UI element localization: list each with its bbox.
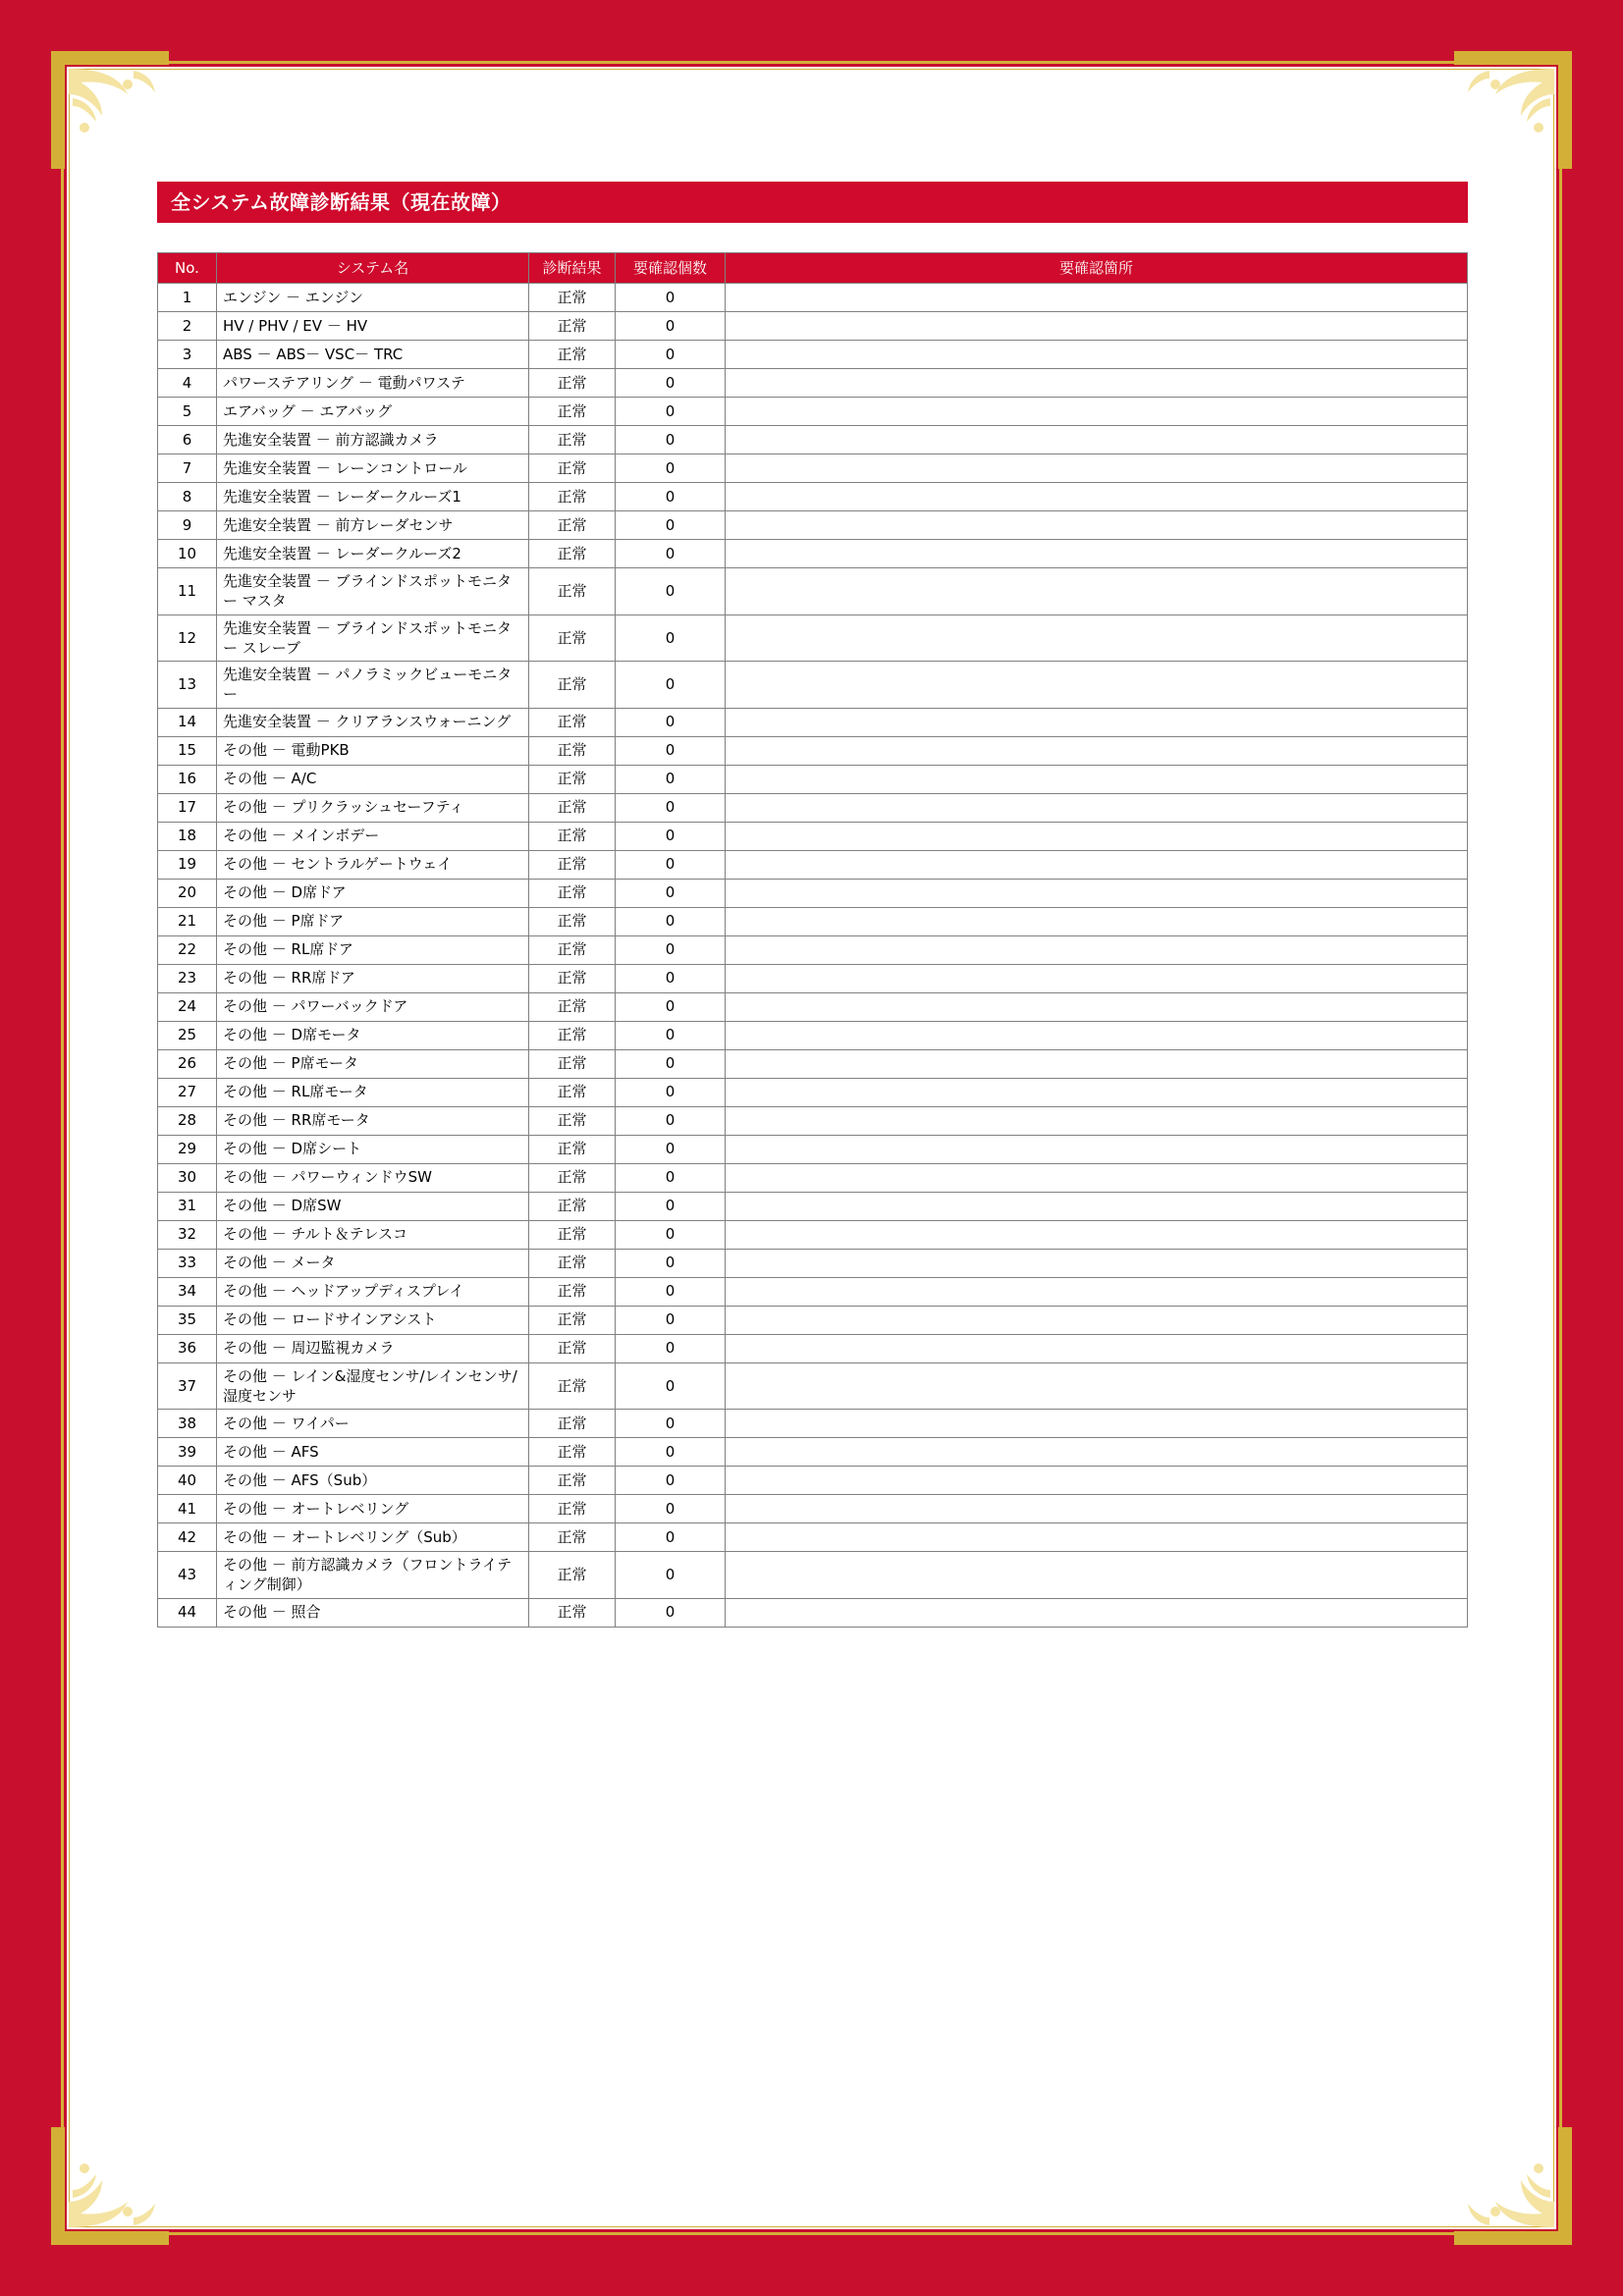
cell-detail	[726, 398, 1468, 426]
cell-no: 8	[158, 483, 217, 511]
cell-no: 33	[158, 1249, 217, 1277]
table-row	[158, 1523, 1468, 1552]
table-row	[158, 1495, 1468, 1523]
cell-no: 6	[158, 426, 217, 454]
cell-result: 正常	[529, 850, 616, 879]
cell-result: 正常	[529, 879, 616, 907]
cell-detail	[726, 1598, 1468, 1627]
table-row	[158, 1049, 1468, 1078]
table-row	[158, 1078, 1468, 1106]
cell-system: その他 － セントラルゲートウェイ	[217, 850, 529, 879]
cell-detail	[726, 662, 1468, 709]
cell-system: エアバッグ － エアバッグ	[217, 398, 529, 426]
table-row	[158, 1021, 1468, 1049]
cell-system: その他 － プリクラッシュセーフティ	[217, 793, 529, 822]
cell-system: その他 － パワーウィンドウSW	[217, 1163, 529, 1192]
cell-system: その他 － 前方認識カメラ（フロントライティング制御）	[217, 1552, 529, 1599]
cell-system: 先進安全装置 － ブラインドスポットモニター マスタ	[217, 568, 529, 615]
cell-result: 正常	[529, 284, 616, 312]
cell-no: 25	[158, 1021, 217, 1049]
table-row	[158, 1306, 1468, 1334]
cell-result: 正常	[529, 568, 616, 615]
cell-count: 0	[616, 964, 726, 992]
cell-detail	[726, 1049, 1468, 1078]
table-row	[158, 483, 1468, 511]
cell-count: 0	[616, 1334, 726, 1362]
cell-count: 0	[616, 1021, 726, 1049]
cell-result: 正常	[529, 341, 616, 369]
cell-no: 10	[158, 540, 217, 568]
table-row	[158, 935, 1468, 964]
cell-detail	[726, 1192, 1468, 1220]
table-row	[158, 568, 1468, 615]
cell-detail	[726, 1163, 1468, 1192]
cell-count: 0	[616, 454, 726, 483]
cell-system: 先進安全装置 － レーンコントロール	[217, 454, 529, 483]
cell-count: 0	[616, 1523, 726, 1552]
table-row	[158, 454, 1468, 483]
cell-no: 7	[158, 454, 217, 483]
cell-detail	[726, 614, 1468, 662]
cell-system: その他 － パワーバックドア	[217, 992, 529, 1021]
page-title: 全システム故障診断結果（現在故障）	[157, 182, 1468, 223]
table-row	[158, 793, 1468, 822]
cell-detail	[726, 879, 1468, 907]
table-row	[158, 369, 1468, 398]
cell-result: 正常	[529, 454, 616, 483]
cell-system: 先進安全装置 － レーダークルーズ2	[217, 540, 529, 568]
cell-result: 正常	[529, 992, 616, 1021]
cell-system: パワーステアリング － 電動パワステ	[217, 369, 529, 398]
cell-no: 13	[158, 662, 217, 709]
cell-detail	[726, 1021, 1468, 1049]
cell-detail	[726, 736, 1468, 765]
cell-result: 正常	[529, 1192, 616, 1220]
cell-count: 0	[616, 483, 726, 511]
cell-system: その他 － 周辺監視カメラ	[217, 1334, 529, 1362]
cell-no: 30	[158, 1163, 217, 1192]
cell-no: 14	[158, 708, 217, 736]
cell-result: 正常	[529, 426, 616, 454]
table-row	[158, 1106, 1468, 1135]
cell-count: 0	[616, 793, 726, 822]
table-row	[158, 736, 1468, 765]
table-row	[158, 765, 1468, 793]
table-row	[158, 511, 1468, 540]
cell-result: 正常	[529, 708, 616, 736]
cell-count: 0	[616, 1249, 726, 1277]
cell-no: 34	[158, 1277, 217, 1306]
cell-count: 0	[616, 907, 726, 935]
cell-detail	[726, 312, 1468, 341]
cell-no: 17	[158, 793, 217, 822]
cell-no: 21	[158, 907, 217, 935]
cell-no: 19	[158, 850, 217, 879]
cell-detail	[726, 935, 1468, 964]
cell-result: 正常	[529, 793, 616, 822]
cell-system: その他 － A/C	[217, 765, 529, 793]
cell-system: 先進安全装置 － 前方認識カメラ	[217, 426, 529, 454]
cell-result: 正常	[529, 312, 616, 341]
table-row	[158, 614, 1468, 662]
column-header-no: No.	[158, 253, 217, 284]
cell-system: その他 － D席ドア	[217, 879, 529, 907]
cell-detail	[726, 822, 1468, 850]
cell-result: 正常	[529, 1410, 616, 1438]
cell-count: 0	[616, 1362, 726, 1410]
table-row	[158, 1334, 1468, 1362]
cell-no: 1	[158, 284, 217, 312]
cell-detail	[726, 540, 1468, 568]
cell-detail	[726, 1334, 1468, 1362]
cell-result: 正常	[529, 1334, 616, 1362]
cell-detail	[726, 1495, 1468, 1523]
cell-no: 16	[158, 765, 217, 793]
cell-detail	[726, 1135, 1468, 1163]
cell-no: 2	[158, 312, 217, 341]
cell-detail	[726, 765, 1468, 793]
table-row	[158, 1135, 1468, 1163]
diagnostic-results-table	[157, 252, 1468, 1628]
cell-no: 37	[158, 1362, 217, 1410]
table-row	[158, 1220, 1468, 1249]
cell-count: 0	[616, 850, 726, 879]
cell-result: 正常	[529, 1438, 616, 1467]
cell-detail	[726, 284, 1468, 312]
cell-result: 正常	[529, 935, 616, 964]
cell-count: 0	[616, 341, 726, 369]
cell-count: 0	[616, 1598, 726, 1627]
column-header-detail: 要確認箇所	[726, 253, 1468, 284]
cell-no: 29	[158, 1135, 217, 1163]
cell-system: その他 － D席モータ	[217, 1021, 529, 1049]
table-row	[158, 540, 1468, 568]
cell-detail	[726, 1523, 1468, 1552]
cell-no: 32	[158, 1220, 217, 1249]
cell-count: 0	[616, 1163, 726, 1192]
cell-result: 正常	[529, 1277, 616, 1306]
table-row	[158, 1277, 1468, 1306]
table-row	[158, 284, 1468, 312]
cell-system: その他 － AFS	[217, 1438, 529, 1467]
cell-no: 26	[158, 1049, 217, 1078]
cell-system: その他 － メインボデー	[217, 822, 529, 850]
cell-no: 44	[158, 1598, 217, 1627]
table-row	[158, 1552, 1468, 1599]
table-row	[158, 850, 1468, 879]
cell-no: 24	[158, 992, 217, 1021]
table-row	[158, 964, 1468, 992]
cell-result: 正常	[529, 614, 616, 662]
cell-no: 40	[158, 1467, 217, 1495]
cell-detail	[726, 341, 1468, 369]
cell-count: 0	[616, 312, 726, 341]
cell-detail	[726, 1438, 1468, 1467]
cell-system: 先進安全装置 － 前方レーダセンサ	[217, 511, 529, 540]
cell-system: 先進安全装置 － ブラインドスポットモニター スレーブ	[217, 614, 529, 662]
cell-count: 0	[616, 879, 726, 907]
cell-result: 正常	[529, 1078, 616, 1106]
cell-no: 9	[158, 511, 217, 540]
cell-detail	[726, 1306, 1468, 1334]
cell-detail	[726, 964, 1468, 992]
cell-no: 38	[158, 1410, 217, 1438]
cell-count: 0	[616, 1192, 726, 1220]
cell-no: 41	[158, 1495, 217, 1523]
cell-result: 正常	[529, 1362, 616, 1410]
cell-no: 43	[158, 1552, 217, 1599]
cell-no: 15	[158, 736, 217, 765]
cell-result: 正常	[529, 1523, 616, 1552]
cell-no: 27	[158, 1078, 217, 1106]
cell-count: 0	[616, 1552, 726, 1599]
cell-system: その他 － レイン&湿度センサ/レインセンサ/湿度センサ	[217, 1362, 529, 1410]
cell-no: 20	[158, 879, 217, 907]
cell-no: 18	[158, 822, 217, 850]
cell-system: その他 － P席ドア	[217, 907, 529, 935]
cell-detail	[726, 1249, 1468, 1277]
cell-result: 正常	[529, 1135, 616, 1163]
cell-result: 正常	[529, 1220, 616, 1249]
cell-result: 正常	[529, 907, 616, 935]
cell-detail	[726, 708, 1468, 736]
cell-result: 正常	[529, 1106, 616, 1135]
cell-no: 23	[158, 964, 217, 992]
cell-no: 31	[158, 1192, 217, 1220]
cell-system: その他 － ロードサインアシスト	[217, 1306, 529, 1334]
cell-system: その他 － オートレベリング（Sub）	[217, 1523, 529, 1552]
cell-system: その他 － RR席ドア	[217, 964, 529, 992]
cell-result: 正常	[529, 822, 616, 850]
cell-no: 36	[158, 1334, 217, 1362]
cell-count: 0	[616, 1410, 726, 1438]
report-content	[157, 182, 1468, 1628]
cell-detail	[726, 992, 1468, 1021]
cell-count: 0	[616, 540, 726, 568]
cell-count: 0	[616, 992, 726, 1021]
cell-detail	[726, 907, 1468, 935]
cell-count: 0	[616, 822, 726, 850]
cell-result: 正常	[529, 540, 616, 568]
cell-system: ABS － ABS－ VSC－ TRC	[217, 341, 529, 369]
cell-no: 42	[158, 1523, 217, 1552]
cell-result: 正常	[529, 511, 616, 540]
cell-detail	[726, 568, 1468, 615]
cell-count: 0	[616, 1495, 726, 1523]
cell-system: エンジン － エンジン	[217, 284, 529, 312]
cell-result: 正常	[529, 964, 616, 992]
table-body	[158, 284, 1468, 1628]
cell-system: 先進安全装置 － クリアランスウォーニング	[217, 708, 529, 736]
table-row	[158, 907, 1468, 935]
cell-count: 0	[616, 369, 726, 398]
cell-count: 0	[616, 662, 726, 709]
cell-count: 0	[616, 511, 726, 540]
table-row	[158, 1438, 1468, 1467]
column-header-count: 要確認個数	[616, 253, 726, 284]
cell-count: 0	[616, 1049, 726, 1078]
table-header-row	[158, 253, 1468, 284]
cell-result: 正常	[529, 1552, 616, 1599]
cell-system: 先進安全装置 － パノラミックビューモニター	[217, 662, 529, 709]
cell-count: 0	[616, 614, 726, 662]
cell-system: その他 － D席シート	[217, 1135, 529, 1163]
cell-no: 28	[158, 1106, 217, 1135]
cell-count: 0	[616, 1135, 726, 1163]
cell-system: その他 － D席SW	[217, 1192, 529, 1220]
cell-system: その他 － ヘッドアップディスプレイ	[217, 1277, 529, 1306]
cell-detail	[726, 1277, 1468, 1306]
cell-system: その他 － ワイパー	[217, 1410, 529, 1438]
cell-detail	[726, 483, 1468, 511]
table-row	[158, 822, 1468, 850]
table-row	[158, 1410, 1468, 1438]
cell-result: 正常	[529, 369, 616, 398]
cell-system: その他 － RL席ドア	[217, 935, 529, 964]
cell-count: 0	[616, 1438, 726, 1467]
cell-result: 正常	[529, 398, 616, 426]
cell-detail	[726, 1106, 1468, 1135]
cell-count: 0	[616, 284, 726, 312]
table-row	[158, 708, 1468, 736]
cell-result: 正常	[529, 1049, 616, 1078]
table-row	[158, 1249, 1468, 1277]
cell-detail	[726, 369, 1468, 398]
cell-system: その他 － AFS（Sub）	[217, 1467, 529, 1495]
cell-no: 22	[158, 935, 217, 964]
cell-no: 11	[158, 568, 217, 615]
cell-system: その他 － 照合	[217, 1598, 529, 1627]
table-row	[158, 398, 1468, 426]
cell-detail	[726, 1552, 1468, 1599]
cell-result: 正常	[529, 483, 616, 511]
cell-result: 正常	[529, 1021, 616, 1049]
table-row	[158, 341, 1468, 369]
cell-count: 0	[616, 708, 726, 736]
cell-detail	[726, 1410, 1468, 1438]
cell-result: 正常	[529, 1495, 616, 1523]
cell-detail	[726, 511, 1468, 540]
cell-no: 5	[158, 398, 217, 426]
table-row	[158, 1192, 1468, 1220]
cell-result: 正常	[529, 736, 616, 765]
cell-count: 0	[616, 1220, 726, 1249]
cell-count: 0	[616, 426, 726, 454]
cell-detail	[726, 1078, 1468, 1106]
cell-result: 正常	[529, 1163, 616, 1192]
cell-count: 0	[616, 1078, 726, 1106]
cell-no: 4	[158, 369, 217, 398]
cell-system: その他 － RL席モータ	[217, 1078, 529, 1106]
cell-system: その他 － オートレベリング	[217, 1495, 529, 1523]
column-header-result: 診断結果	[529, 253, 616, 284]
cell-count: 0	[616, 1106, 726, 1135]
cell-count: 0	[616, 765, 726, 793]
cell-system: HV / PHV / EV － HV	[217, 312, 529, 341]
cell-detail	[726, 850, 1468, 879]
cell-result: 正常	[529, 1306, 616, 1334]
cell-system: その他 － RR席モータ	[217, 1106, 529, 1135]
cell-system: 先進安全装置 － レーダークルーズ1	[217, 483, 529, 511]
table-row	[158, 426, 1468, 454]
cell-result: 正常	[529, 1249, 616, 1277]
table-header	[158, 253, 1468, 284]
table-row	[158, 1163, 1468, 1192]
column-header-system: システム名	[217, 253, 529, 284]
cell-system: その他 － 電動PKB	[217, 736, 529, 765]
table-row	[158, 879, 1468, 907]
cell-detail	[726, 454, 1468, 483]
table-row	[158, 1362, 1468, 1410]
cell-result: 正常	[529, 1467, 616, 1495]
cell-count: 0	[616, 736, 726, 765]
cell-result: 正常	[529, 662, 616, 709]
table-row	[158, 312, 1468, 341]
cell-system: その他 － メータ	[217, 1249, 529, 1277]
cell-count: 0	[616, 398, 726, 426]
table-row	[158, 662, 1468, 709]
cell-result: 正常	[529, 765, 616, 793]
cell-no: 39	[158, 1438, 217, 1467]
table-row	[158, 1598, 1468, 1627]
cell-count: 0	[616, 568, 726, 615]
cell-result: 正常	[529, 1598, 616, 1627]
cell-detail	[726, 1467, 1468, 1495]
table-row	[158, 992, 1468, 1021]
cell-detail	[726, 1220, 1468, 1249]
cell-count: 0	[616, 1277, 726, 1306]
cell-detail	[726, 793, 1468, 822]
cell-count: 0	[616, 1306, 726, 1334]
cell-system: その他 － P席モータ	[217, 1049, 529, 1078]
table-row	[158, 1467, 1468, 1495]
cell-detail	[726, 1362, 1468, 1410]
cell-count: 0	[616, 935, 726, 964]
cell-count: 0	[616, 1467, 726, 1495]
cell-no: 35	[158, 1306, 217, 1334]
cell-system: その他 － チルト＆テレスコ	[217, 1220, 529, 1249]
cell-no: 12	[158, 614, 217, 662]
cell-no: 3	[158, 341, 217, 369]
cell-detail	[726, 426, 1468, 454]
